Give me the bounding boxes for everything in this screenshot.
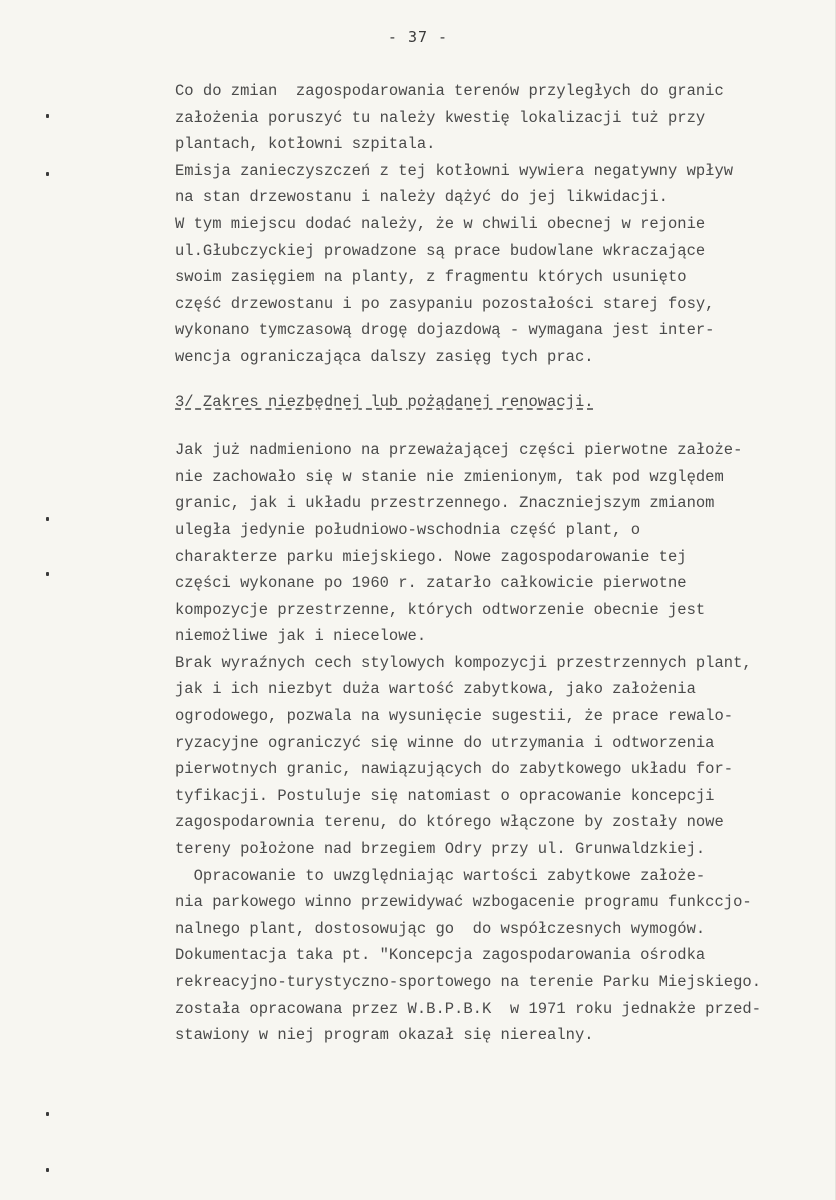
text-line: granic, jak i układu przestrzennego. Znaczniejszym zmianom bbox=[175, 494, 715, 513]
text-line: nalnego plant, dostosowując go do współczesnych wymogów. bbox=[175, 919, 706, 938]
text-line: części wykonane po 1960 r. zatarło całkowicie pierwotne bbox=[175, 574, 687, 593]
text-line: na stan drzewostanu i należy dążyć do jej likwidacji. bbox=[175, 188, 668, 207]
paragraph-1 bbox=[175, 78, 825, 371]
text-line: Opracowanie to uwzględniając wartości zabytkowe założe- bbox=[175, 866, 706, 885]
paragraph-3 bbox=[175, 863, 825, 1049]
section-heading: 3/ Zakres niezbędnej lub pożądanej renowacji. bbox=[175, 392, 594, 411]
text-line: Jak już nadmieniono na przeważającej części pierwotne założe- bbox=[175, 441, 743, 460]
text-line: tyfikacji. Postuluje się natomiast o opracowanie koncepcji bbox=[175, 786, 715, 805]
margin-mark bbox=[46, 172, 49, 176]
text-line: została opracowana przez W.B.P.B.K w 1971 roku jednakże przed- bbox=[175, 999, 761, 1018]
text-line: zagospodarownia terenu, do którego włączone by zostały nowe bbox=[175, 813, 724, 832]
text-line: nie zachowało się w stanie nie zmienionym, tak pod względem bbox=[175, 467, 724, 486]
text-line: część drzewostanu i po zasypaniu pozostałości starej fosy, bbox=[175, 294, 715, 313]
text-line: stawiony w niej program okazał się nierealny. bbox=[175, 1026, 594, 1045]
text-line: Brak wyraźnych cech stylowych kompozycji przestrzennych plant, bbox=[175, 653, 752, 672]
text-line: ryzacyjne ograniczyć się winne do utrzymania i odtworzenia bbox=[175, 733, 715, 752]
spacer bbox=[175, 415, 825, 437]
text-line: nia parkowego winno przewidywać wzbogacenie programu funkccjo- bbox=[175, 893, 752, 912]
text-line: założenia poruszyć tu należy kwestię lokalizacji tuż przy bbox=[175, 108, 706, 127]
margin-mark bbox=[46, 1168, 49, 1172]
text-line: uległa jedynie południowo-wschodnia część plant, o bbox=[175, 520, 641, 539]
spacer bbox=[175, 371, 825, 389]
document-body bbox=[175, 78, 825, 1049]
text-line: swoim zasięgiem na planty, z fragmentu których usunięto bbox=[175, 268, 687, 287]
text-line: Co do zmian zagospodarowania terenów przyległych do granic bbox=[175, 82, 724, 100]
text-line: plantach, kotłowni szpitala. bbox=[175, 135, 436, 154]
text-line: kompozycje przestrzenne, których odtworzenie obecnie jest bbox=[175, 600, 706, 619]
margin-mark bbox=[46, 1112, 49, 1116]
text-line: charakterze parku miejskiego. Nowe zagospodarowanie tej bbox=[175, 547, 687, 566]
text-line: jak i ich niezbyt duża wartość zabytkowa, jako założenia bbox=[175, 680, 696, 699]
text-line: ul.Głubczyckiej prowadzone są prace budowlane wkraczające bbox=[175, 241, 706, 260]
text-line: Emisja zanieczyszczeń z tej kotłowni wywiera negatywny wpływ bbox=[175, 161, 734, 180]
text-line: wencja ograniczająca dalszy zasięg tych prac. bbox=[175, 347, 594, 366]
margin-mark bbox=[46, 572, 49, 576]
text-line: pierwotnych granic, nawiązujących do zabytkowego układu for- bbox=[175, 760, 734, 779]
text-line: tereny położone nad brzegiem Odry przy ul. Grunwaldzkiej. bbox=[175, 840, 706, 859]
page-number: - 37 - bbox=[387, 28, 449, 46]
margin-mark bbox=[46, 517, 49, 521]
text-line: ogrodowego, pozwala na wysunięcie sugestii, że prace rewalo- bbox=[175, 707, 734, 726]
text-line: wykonano tymczasową drogę dojazdową - wymagana jest inter- bbox=[175, 321, 715, 340]
text-line: W tym miejscu dodać należy, że w chwili obecnej w rejonie bbox=[175, 214, 706, 233]
text-line: niemożliwe jak i niecelowe. bbox=[175, 627, 427, 646]
margin-mark bbox=[46, 114, 49, 118]
paragraph-2 bbox=[175, 437, 825, 863]
text-line: rekreacyjno-turystyczno-sportowego na terenie Parku Miejskiego. bbox=[175, 973, 761, 991]
text-line: Dokumentacja taka pt. "Koncepcja zagospodarowania ośrodka bbox=[175, 946, 706, 965]
